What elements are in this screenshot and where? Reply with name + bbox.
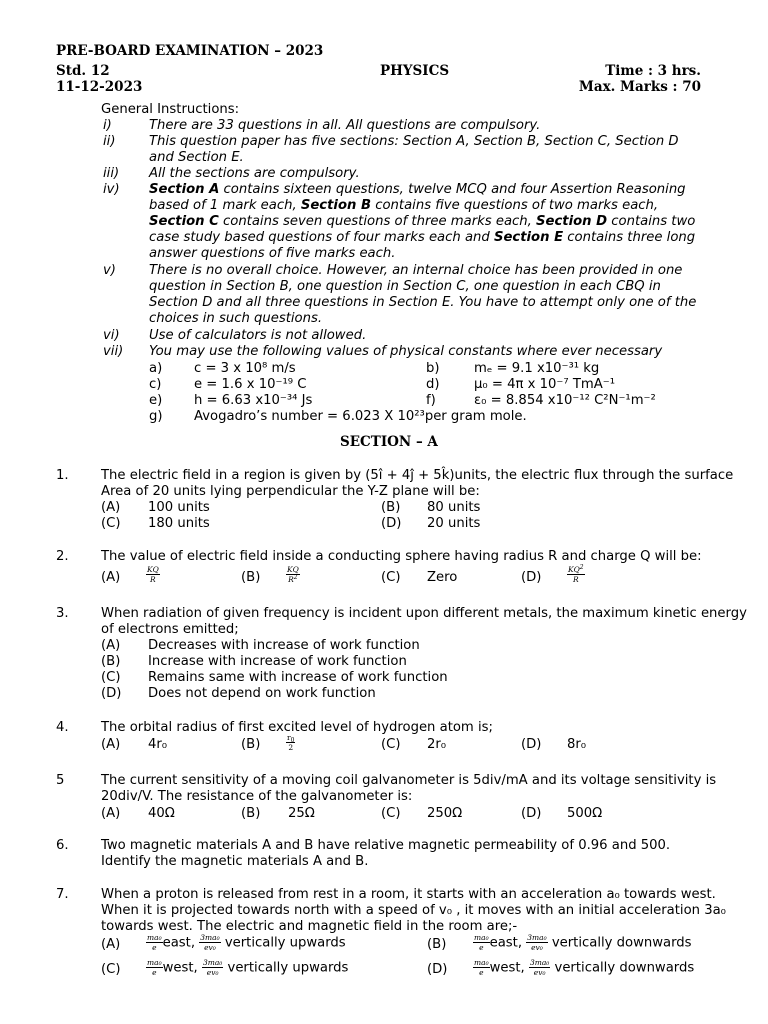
option-label: (A) [101,737,121,752]
option-text: Remains same with increase of work function [148,670,448,685]
question-text: towards west. The electric and magnetic field in the room are;- [101,919,518,934]
option-text: Does not depend on work function [148,686,376,701]
constant-label: e) [149,393,163,408]
option-text: Decreases with increase of work function [148,638,420,653]
instruction-text: question in Section B, one question in Section C, one question in each CBQ in [149,279,661,294]
question-text: Area of 20 units lying perpendicular the Y-Z plane will be: [101,484,480,499]
option-label: (C) [381,570,401,585]
question-text: 20div/V. The resistance of the galvanometer is: [101,789,413,804]
option-text: 8r₀ [567,737,587,752]
question-text: The electric field in a region is given by (5î + 4ĵ + 5k̂)units, the electric flux through the surface [101,468,734,483]
option-text: 250Ω [427,806,463,821]
question-text: The orbital radius of first excited level of hydrogen atom is; [101,720,493,735]
instruction-text: Section A contains sixteen questions, twelve MCQ and four Assertion Reasoning [149,182,686,197]
instruction-text: answer questions of five marks each. [149,246,396,261]
question-number: 2. [56,549,69,564]
subject-label: PHYSICS [380,63,450,79]
question-text: The value of electric field inside a conducting sphere having radius R and charge Q will be: [101,549,702,564]
option-label: (A) [101,806,121,821]
option-text: 25Ω [288,806,315,821]
instruction-text: There are 33 questions in all. All questions are compulsory. [149,118,541,133]
instruction-text: choices in such questions. [149,311,323,326]
option-label: (C) [381,737,401,752]
option-expression: $\frac{\text{ma₀}}{e}$ east, $\frac{\text{3ma₀}}{\text{ev₀}}$ vertically downwards [474,933,692,952]
question-text: Two magnetic materials A and B have relative magnetic permeability of 0.96 and 500. [101,838,671,853]
constant-value: h = 6.63 x10⁻³⁴ Js [194,393,313,408]
option-label: (A) [101,937,121,952]
option-label: (D) [521,806,542,821]
option-label: (C) [101,962,121,977]
question-number: 6. [56,838,69,853]
max-marks: Max. Marks : 70 [578,79,701,95]
option-label: (B) [381,500,401,515]
constant-value: ε₀ = 8.854 x10⁻¹² C²N⁻¹m⁻² [474,393,656,408]
instruction-text: based of 1 mark each, Section B contains five questions of two marks each, [149,198,659,213]
constant-value: c = 3 x 10⁸ m/s [194,361,296,376]
constant-value: e = 1.6 x 10⁻¹⁹ C [194,377,307,392]
constant-label: b) [426,361,440,376]
std-label: Std. 12 [56,63,110,79]
option-label: (A) [101,638,121,653]
option-label: (D) [381,516,402,531]
option-text: 180 units [148,516,210,531]
option-label: (C) [381,806,401,821]
option-label: (B) [101,654,121,669]
option-expression: $\frac{\text{ma₀}}{e}$ west, $\frac{\text{3ma₀}}{\text{ev₀}}$ vertically upwards [147,958,349,977]
option-text: Increase with increase of work function [148,654,407,669]
exam-title: PRE-BOARD EXAMINATION – 2023 [56,43,324,59]
constant-label: c) [149,377,162,392]
constant-label: d) [426,377,440,392]
instruction-number: iv) [103,182,120,197]
option-label: (C) [101,670,121,685]
question-number: 1. [56,468,69,483]
instruction-number: vi) [103,328,120,343]
instruction-text: case study based questions of four marks each and Section E contains three long [149,230,696,245]
option-label: (D) [521,737,542,752]
instructions-title: General Instructions: [101,102,240,117]
option-expression: $\frac{\text{ma₀}}{e}$ west, $\frac{\text{3ma₀}}{\text{ev₀}}$ vertically downwards [474,958,695,977]
option-text: 2r₀ [427,737,447,752]
option-text: 4r₀ [148,737,168,752]
instruction-text: and Section E. [149,150,244,165]
option-fraction: $\frac{KQ}{R}$ [147,565,159,584]
option-label: (B) [427,937,447,952]
option-label: (C) [101,516,121,531]
question-number: 7. [56,887,69,902]
question-text: of electrons emitted; [101,622,239,637]
option-fraction: $\frac{r_0}{2}$ [287,733,295,752]
instruction-number: ii) [103,134,116,149]
instruction-number: vii) [103,344,124,359]
option-label: (D) [521,570,542,585]
option-text: 80 units [427,500,481,515]
option-fraction: $\frac{KQ^2}{R}$ [568,564,584,584]
option-text: 20 units [427,516,481,531]
option-label: (D) [101,686,122,701]
constant-value: μ₀ = 4π x 10⁻⁷ TmA⁻¹ [474,377,616,392]
instruction-text: Use of calculators is not allowed. [149,328,367,343]
option-label: (D) [427,962,448,977]
instruction-text: All the sections are compulsory. [149,166,360,181]
question-text: Identify the magnetic materials A and B. [101,854,369,869]
option-fraction: $\frac{KQ}{R^2}$ [287,565,299,584]
instruction-text: Section C contains seven questions of three marks each, Section D contains two [149,214,696,229]
question-number: 3. [56,606,69,621]
constant-label: f) [426,393,436,408]
instruction-number: i) [103,118,112,133]
option-text: Zero [427,570,458,585]
option-text: 500Ω [567,806,603,821]
option-label: (B) [241,806,261,821]
question-text: When radiation of given frequency is incident upon different metals, the maximum kinetic energy [101,606,747,621]
constant-value: Avogadro’s number = 6.023 X 10²³per gram mole. [194,409,527,424]
constant-value: mₑ = 9.1 x10⁻³¹ kg [474,361,600,376]
section-title: SECTION – A [340,434,438,450]
question-text: The current sensitivity of a moving coil galvanometer is 5div/mA and its voltage sensitivity is [101,773,717,788]
option-text: 100 units [148,500,210,515]
question-number: 5 [56,773,65,788]
time-label: Time : 3 hrs. [605,63,701,79]
instruction-text: There is no overall choice. However, an internal choice has been provided in one [149,263,683,278]
question-text: When a proton is released from rest in a room, it starts with an acceleration a₀ towards west. [101,887,716,902]
option-expression: $\frac{\text{ma₀}}{e}$ east, $\frac{\text{3ma₀}}{\text{ev₀}}$ vertically upwards [147,933,346,952]
option-label: (B) [241,737,261,752]
option-label: (B) [241,570,261,585]
exam-date: 11-12-2023 [56,79,143,95]
option-text: 40Ω [148,806,175,821]
option-label: (A) [101,570,121,585]
instruction-number: v) [103,263,116,278]
instruction-text: You may use the following values of physical constants where ever necessary [149,344,663,359]
instruction-text: This question paper has five sections: Section A, Section B, Section C, Section D [149,134,679,149]
instruction-number: iii) [103,166,120,181]
question-text: When it is projected towards north with a speed of v₀ , it moves with an initial acceleration 3a₀ [101,903,726,918]
constant-label: g) [149,409,163,424]
instruction-text: Section D and all three questions in Section E. You have to attempt only one of the [149,295,697,310]
question-number: 4. [56,720,69,735]
option-label: (A) [101,500,121,515]
constant-label: a) [149,361,163,376]
